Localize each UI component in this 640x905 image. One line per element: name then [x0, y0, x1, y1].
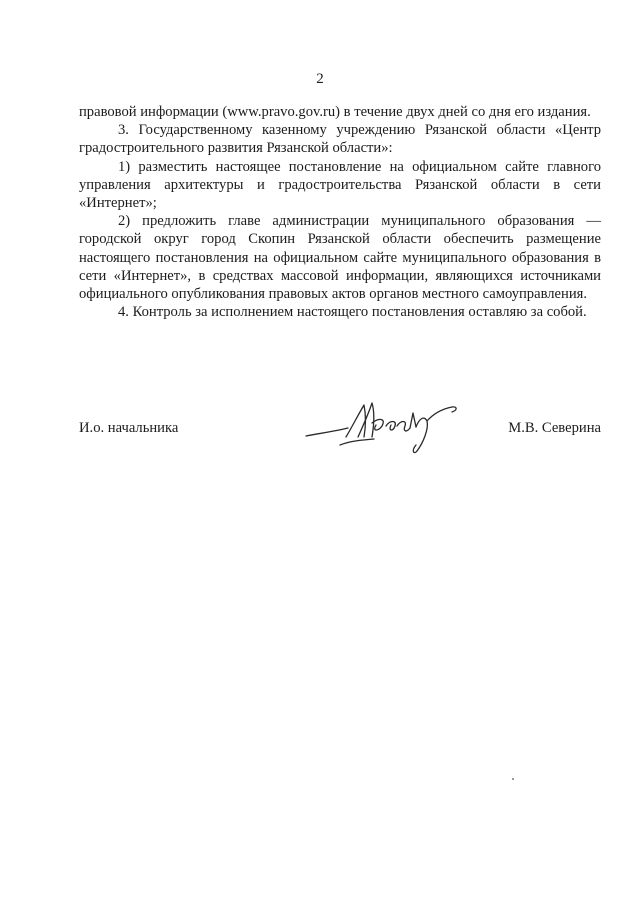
paragraph-item-3: 3. Государственному казенному учреждению Рязанской области «Центр градостроительного развития Рязанской области»:	[79, 122, 601, 157]
document-body	[79, 103, 601, 321]
paragraph-item-4: 4. Контроль за исполнением настоящего постановления оставляю за собой.	[118, 304, 587, 321]
handwritten-signature	[300, 393, 470, 459]
signatory-position: И.о. начальника	[79, 420, 179, 436]
scan-speck	[512, 778, 514, 780]
signatory-name: М.В. Северина	[508, 420, 601, 436]
page-number: 2	[316, 71, 324, 87]
paragraph-subitem-1: 1) разместить настоящее постановление на официальном сайте главного управления архитектуры и градостроительства Рязанской области в сети «Интернет»;	[79, 158, 601, 212]
paragraph-subitem-2: 2) предложить главе администрации муниципального образования — городской округ город Скопин Рязанской области обеспечить размещение настоящего постановления на официальном сайте муниципального образования в сети «Интернет», в средствах массовой информации, являющихся источниками официального опубликования правовых актов органов местного самоуправления.	[79, 213, 601, 303]
paragraph-continuation: правовой информации (www.pravo.gov.ru) в течение двух дней со дня его издания.	[79, 104, 591, 120]
